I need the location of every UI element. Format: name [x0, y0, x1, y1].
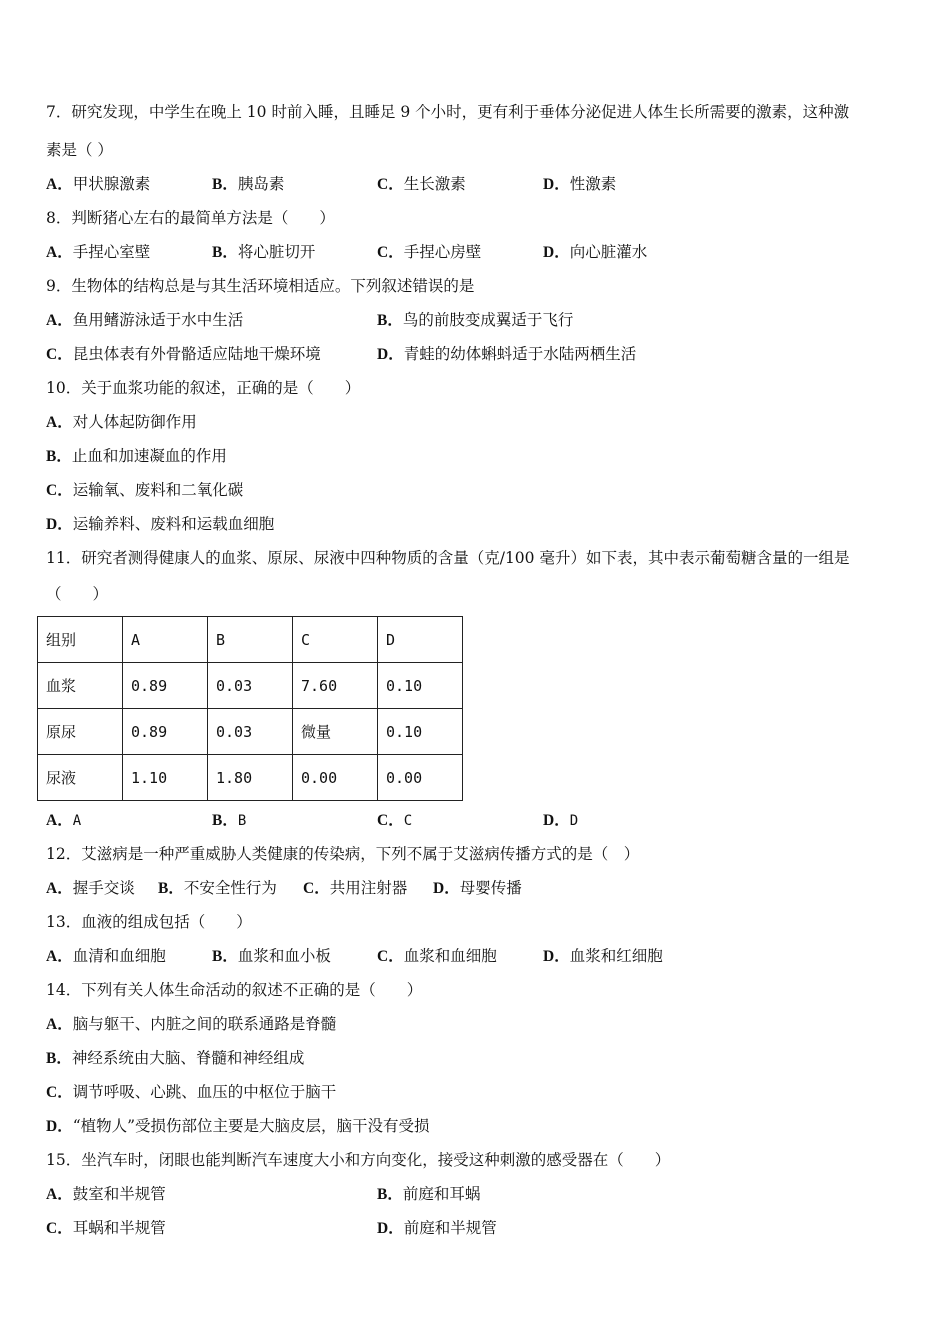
- question-9-stem: 9．生物体的结构总是与其生活环境相适应。下列叙述错误的是: [46, 277, 475, 295]
- question-11-option-d: D．D: [543, 812, 579, 829]
- question-11-option-b: B．B: [212, 812, 247, 829]
- question-15-stem: 15．坐汽车时，闭眼也能判断汽车速度大小和方向变化，接受这种刺激的感受器在（ ）: [46, 1151, 671, 1169]
- table-cell: 0.89: [123, 709, 208, 755]
- table-header-cell: B: [208, 617, 293, 663]
- question-15-option-c: C．耳蜗和半规管: [46, 1219, 166, 1237]
- question-9-option-c: C．昆虫体表有外骨骼适应陆地干燥环境: [46, 345, 321, 363]
- question-12-option-b: B．不安全性行为: [158, 879, 277, 897]
- table-header-cell: A: [123, 617, 208, 663]
- question-11-option-c: C．C: [377, 812, 413, 829]
- table-header-cell: C: [293, 617, 378, 663]
- table-cell: 0.10: [378, 709, 463, 755]
- question-11-stem-line2: （ ）: [46, 585, 109, 603]
- question-8-option-d: D．向心脏灌水: [543, 243, 648, 261]
- question-15-option-b: B．前庭和耳蜗: [377, 1185, 481, 1203]
- table-header-cell: 组别: [38, 617, 123, 663]
- question-11-option-a: A．A: [46, 812, 82, 829]
- question-7-stem-line2: 素是（ ）: [46, 141, 113, 159]
- question-10-option-c: C．运输氧、废料和二氧化碳: [46, 481, 244, 499]
- question-14-option-c: C．调节呼吸、心跳、血压的中枢位于脑干: [46, 1083, 337, 1101]
- question-12-option-a: A．握手交谈: [46, 879, 135, 897]
- table-header-cell: D: [378, 617, 463, 663]
- table-row: [38, 663, 463, 709]
- question-14-option-a: A．脑与躯干、内脏之间的联系通路是脊髓: [46, 1015, 337, 1033]
- table-cell: 0.00: [293, 755, 378, 801]
- question-14-stem: 14．下列有关人体生命活动的叙述不正确的是（ ）: [46, 981, 423, 999]
- question-14-option-d: D．“植物人”受损伤部位主要是大脑皮层，脑干没有受损: [46, 1117, 430, 1135]
- table-row: [38, 709, 463, 755]
- question-12-option-c: C．共用注射器: [303, 879, 408, 897]
- question-13-option-a: A．血清和血细胞: [46, 947, 166, 965]
- question-13-option-c: C．血浆和血细胞: [377, 947, 497, 965]
- question-7-option-c: C．生长激素: [377, 175, 466, 193]
- table-cell: 血浆: [38, 663, 123, 709]
- question-11-stem-line1: 11．研究者测得健康人的血浆、原尿、尿液中四种物质的含量（克/100 毫升）如下表，其中表示葡萄糖含量的一组是: [46, 549, 850, 567]
- question-9-option-d: D．青蛙的幼体蝌蚪适于水陆两栖生活: [377, 345, 637, 363]
- question-13-option-b: B．血浆和血小板: [212, 947, 331, 965]
- question-7-stem-line1: 7．研究发现，中学生在晚上 10 时前入睡，且睡足 9 个小时，更有利于垂体分泌促进人体生长所需要的激素，这种激: [46, 103, 850, 121]
- question-9-option-b: B．鸟的前肢变成翼适于飞行: [377, 311, 574, 329]
- question-9-option-a: A．鱼用鳍游泳适于水中生活: [46, 311, 244, 329]
- question-8-option-b: B．将心脏切开: [212, 243, 316, 261]
- table-cell: 原尿: [38, 709, 123, 755]
- question-13-option-d: D．血浆和红细胞: [543, 947, 663, 965]
- question-13-stem: 13．血液的组成包括（ ）: [46, 913, 252, 931]
- table-cell: 7.60: [293, 663, 378, 709]
- question-8-stem: 8．判断猪心左右的最简单方法是（ ）: [46, 209, 335, 227]
- table-cell: 微量: [293, 709, 378, 755]
- table-cell: 0.89: [123, 663, 208, 709]
- question-10-option-a: A．对人体起防御作用: [46, 413, 197, 431]
- question-7-option-a: A．甲状腺激素: [46, 175, 151, 193]
- question-10-option-b: B．止血和加速凝血的作用: [46, 447, 227, 465]
- question-7-option-d: D．性激素: [543, 175, 617, 193]
- question-15-option-d: D．前庭和半规管: [377, 1219, 497, 1237]
- question-12-option-d: D．母婴传播: [433, 879, 522, 897]
- table-cell: 1.80: [208, 755, 293, 801]
- question-10-option-d: D．运输养料、废料和运载血细胞: [46, 515, 275, 533]
- question-8-option-c: C．手捏心房壁: [377, 243, 482, 261]
- question-8-option-a: A．手捏心室壁: [46, 243, 151, 261]
- question-7-option-b: B．胰岛素: [212, 175, 285, 193]
- data-table: [37, 616, 463, 801]
- question-10-stem: 10．关于血浆功能的叙述，正确的是（ ）: [46, 379, 361, 397]
- table-cell: 1.10: [123, 755, 208, 801]
- table-row: [38, 755, 463, 801]
- table-cell: 尿液: [38, 755, 123, 801]
- table-cell: 0.00: [378, 755, 463, 801]
- question-12-stem: 12．艾滋病是一种严重威胁人类健康的传染病，下列不属于艾滋病传播方式的是（ ）: [46, 845, 640, 863]
- table-cell: 0.03: [208, 663, 293, 709]
- table-cell: 0.03: [208, 709, 293, 755]
- table-header-row: [38, 617, 463, 663]
- question-14-option-b: B．神经系统由大脑、脊髓和神经组成: [46, 1049, 305, 1067]
- question-15-option-a: A．鼓室和半规管: [46, 1185, 166, 1203]
- table-cell: 0.10: [378, 663, 463, 709]
